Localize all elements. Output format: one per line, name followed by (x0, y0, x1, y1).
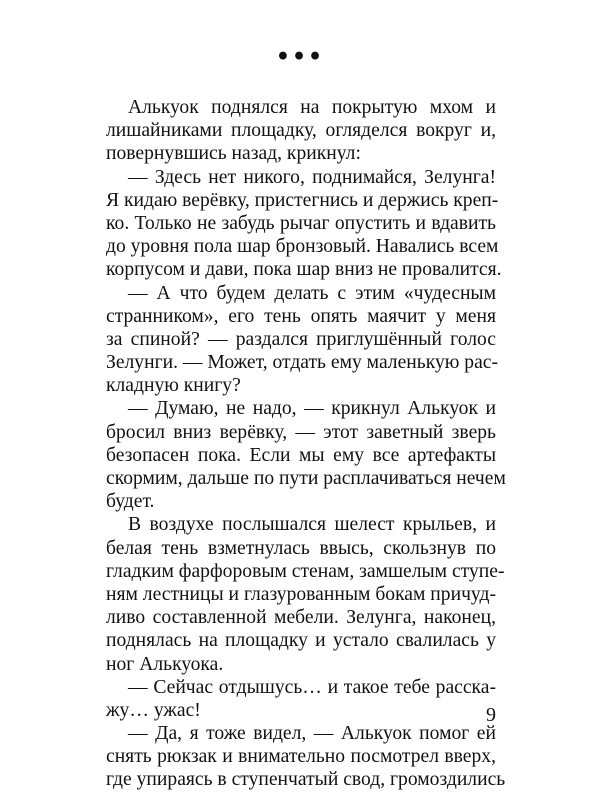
text-line: — Здесь нет никого, поднимайся, Зелунга! (128, 166, 496, 188)
text-line: скормим, дальше по пути расплачиваться нечем (106, 468, 506, 489)
text-line: ням лестницы и глазурованным бокам причуд- (106, 583, 496, 605)
text-line: Я кидаю верёвку, пристегнись и держись креп- (106, 189, 499, 211)
text-line: — А что будем делать с этим «чудесным (128, 282, 496, 304)
text-line: кладную книгу? (106, 375, 241, 397)
text-line: Зелунги. — Может, отдать ему маленькую рас- (106, 352, 498, 374)
text-line: будет. (106, 491, 155, 513)
text-line: бросил вниз верёвку, — этот заветный зверь (106, 421, 496, 443)
text-line: повернувшись назад, крикнул: (106, 143, 361, 165)
text-line: лишайниками площадку, огляделся вокруг и, (106, 120, 496, 142)
text-line: жу… ужас! (106, 699, 201, 721)
text-line: Алькуок поднялся на покрытую мхом и (128, 97, 496, 118)
text-line: ног Алькуока. (106, 653, 224, 675)
text-line: поднялась на площадку и устало свалилась у (106, 630, 496, 652)
body-text (106, 96, 506, 792)
text-line: — Сейчас отдышусь… и такое тебе расска- (128, 676, 496, 698)
text-line: белая тень взметнулась ввысь, скользнув по (106, 537, 496, 559)
text-line: — Да, я тоже видел, — Алькуок помог ей (128, 723, 496, 745)
text-line: В воздухе послышался шелест крыльев, и (128, 514, 496, 536)
text-line: гладким фарфоровым стенам, замшелым ступе- (106, 560, 505, 582)
text-line: — Думаю, не надо, — крикнул Алькуок и (128, 398, 496, 420)
text-line: ко. Только не забудь рычаг опустить и вдавить (106, 212, 496, 234)
text-line: корпусом и дави, пока шар вниз не провалится. (106, 259, 502, 281)
page-number: 9 (486, 704, 496, 726)
text-line: странником», его тень опять маячит у меня (106, 305, 496, 327)
section-separator: ••• (275, 44, 325, 70)
text-line: где упираясь в ступенчатый свод, громоздились (106, 769, 506, 791)
text-line: за спиной? — раздался приглушённый голос (106, 328, 496, 350)
text-line: безопасен пока. Если мы ему все артефакты (106, 444, 496, 466)
text-line: снять рюкзак и внимательно посмотрел вверх, (106, 746, 496, 768)
text-line: до уровня пола шар бронзовый. Навались всем (106, 236, 499, 258)
text-line: ливо составленной мебели. Зелунга, наконец, (106, 607, 496, 629)
